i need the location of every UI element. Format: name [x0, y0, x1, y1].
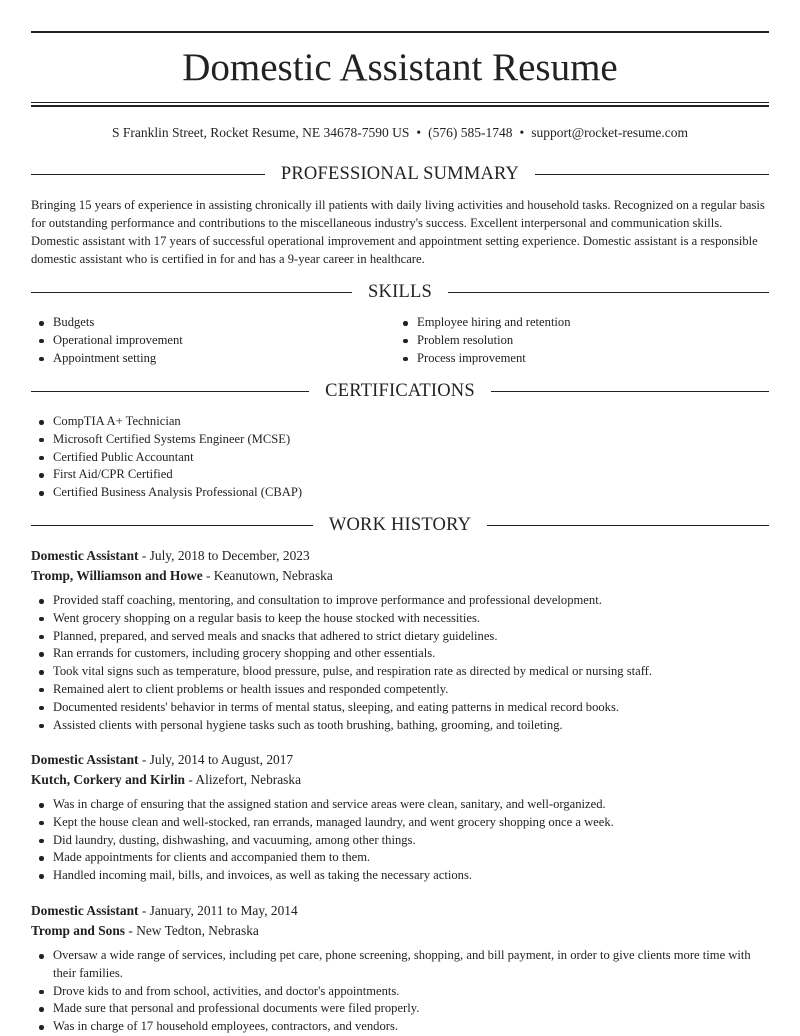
certification-item: First Aid/CPR Certified — [31, 466, 769, 484]
skill-item: Problem resolution — [395, 332, 769, 350]
job-duty: Did laundry, dusting, dishwashing, and vacuuming, among other things. — [31, 832, 769, 850]
job-duty: Provided staff coaching, mentoring, and consultation to improve performance and professional development. — [31, 592, 769, 610]
section-rule-right — [535, 174, 769, 175]
job-company: Tromp, Williamson and Howe — [31, 568, 203, 583]
job-duty: Kept the house clean and well-stocked, ran errands, managed laundry, and went grocery shopping once a week. — [31, 814, 769, 832]
job-duty: Oversaw a wide range of services, including pet care, phone screening, shopping, and bill payment, in order to give clients more time with their families. — [31, 947, 769, 983]
contact-separator: • — [519, 125, 525, 140]
section-title-work: WORK HISTORY — [328, 515, 472, 535]
job-company-line — [31, 770, 769, 790]
section-rule-left — [31, 391, 309, 392]
section-title-certifications: CERTIFICATIONS — [325, 381, 475, 401]
job-duties-list — [31, 947, 769, 1036]
certification-item: Certified Business Analysis Professional (CBAP) — [31, 484, 769, 502]
job-role: Domestic Assistant — [31, 548, 139, 563]
section-rule-left — [31, 292, 352, 293]
job-duty: Assisted clients with personal hygiene tasks such as tooth brushing, bathing, grooming, and toileting. — [31, 717, 769, 735]
job-location: - New Tedton, Nebraska — [128, 923, 259, 938]
job-entry — [31, 546, 769, 734]
section-header-certifications — [31, 379, 769, 403]
job-company: Kutch, Corkery and Kirlin — [31, 772, 185, 787]
section-rule-left — [31, 174, 265, 175]
job-duties-list — [31, 796, 769, 885]
skill-item: Employee hiring and retention — [395, 314, 769, 332]
section-header-work — [31, 513, 769, 537]
contact-separator: • — [416, 125, 422, 140]
job-duty: Documented residents' behavior in terms of mental status, sleeping, and eating patterns in medical record books. — [31, 699, 769, 717]
title-underline-thick — [31, 105, 769, 107]
job-duty: Went grocery shopping on a regular basis to keep the house stocked with necessities. — [31, 610, 769, 628]
section-header-summary — [31, 162, 769, 186]
job-role-line — [31, 901, 769, 921]
contact-address: S Franklin Street, Rocket Resume, NE 34678-7590 US — [112, 125, 410, 140]
section-rule-left — [31, 525, 313, 526]
certification-item: Microsoft Certified Systems Engineer (MCSE) — [31, 431, 769, 449]
job-entry — [31, 901, 769, 1036]
job-duty: Handled incoming mail, bills, and invoices, as well as taking the necessary actions. — [31, 867, 769, 885]
job-dates: - July, 2014 to August, 2017 — [141, 752, 294, 767]
skill-item: Process improvement — [395, 350, 769, 368]
contact-phone: (576) 585-1748 — [428, 125, 513, 140]
certification-item: Certified Public Accountant — [31, 449, 769, 467]
certification-item: CompTIA A+ Technician — [31, 413, 769, 431]
top-rule — [31, 31, 769, 33]
page-title: Domestic Assistant Resume — [182, 46, 618, 89]
section-header-skills — [31, 280, 769, 304]
job-company-line — [31, 921, 769, 941]
job-dates: - January, 2011 to May, 2014 — [141, 903, 298, 918]
job-location: - Alizefort, Nebraska — [188, 772, 302, 787]
skill-item: Budgets — [31, 314, 391, 332]
job-duty: Made appointments for clients and accompanied them to them. — [31, 849, 769, 867]
skills-list-left — [31, 314, 391, 367]
skill-item: Appointment setting — [31, 350, 391, 368]
job-entry — [31, 750, 769, 885]
job-role: Domestic Assistant — [31, 752, 139, 767]
title-underline-thin — [31, 102, 769, 103]
contact-line — [31, 124, 769, 142]
job-location: - Keanutown, Nebraska — [206, 568, 333, 583]
job-company-line — [31, 566, 769, 586]
section-title-skills: SKILLS — [368, 282, 432, 302]
job-role: Domestic Assistant — [31, 903, 139, 918]
job-duty: Drove kids to and from school, activities, and doctor's appointments. — [31, 983, 769, 1001]
job-duty: Planned, prepared, and served meals and snacks that adhered to strict dietary guidelines. — [31, 628, 769, 646]
skills-list-right — [395, 314, 769, 367]
job-duties-list — [31, 592, 769, 734]
section-rule-right — [491, 391, 769, 392]
job-duty: Ran errands for customers, including grocery shopping and other essentials. — [31, 645, 769, 663]
section-rule-right — [448, 292, 769, 293]
job-dates: - July, 2018 to December, 2023 — [141, 548, 310, 563]
job-duty: Was in charge of 17 household employees, contractors, and vendors. — [31, 1018, 769, 1036]
job-company: Tromp and Sons — [31, 923, 126, 938]
job-duty: Made sure that personal and professional documents were filed properly. — [31, 1000, 769, 1018]
certifications-list — [31, 413, 769, 502]
job-duty: Remained alert to client problems or health issues and responded competently. — [31, 681, 769, 699]
section-title-summary: PROFESSIONAL SUMMARY — [280, 164, 520, 184]
job-role-line — [31, 750, 769, 770]
job-role-line — [31, 546, 769, 566]
summary-text: Bringing 15 years of experience in assisting chronically ill patients with daily living activities and household tasks. Recognized on a regular basis for outstanding performance and contributions to the miscellaneous industry's success. Excellent interpersonal and communication skills. Domestic assistant with 17 years of successful operational improvement and appointment setting experience. Domestic assistant is a responsible domestic assistant who is certified in for and has a 9-year career in healthcare. — [31, 198, 765, 266]
skill-item: Operational improvement — [31, 332, 391, 350]
contact-email: support@rocket-resume.com — [531, 125, 688, 140]
job-duty: Was in charge of ensuring that the assigned station and service areas were clean, sanitary, and well-organized. — [31, 796, 769, 814]
section-rule-right — [487, 525, 769, 526]
job-duty: Took vital signs such as temperature, blood pressure, pulse, and respiration rate as directed by medical or nursing staff. — [31, 663, 769, 681]
